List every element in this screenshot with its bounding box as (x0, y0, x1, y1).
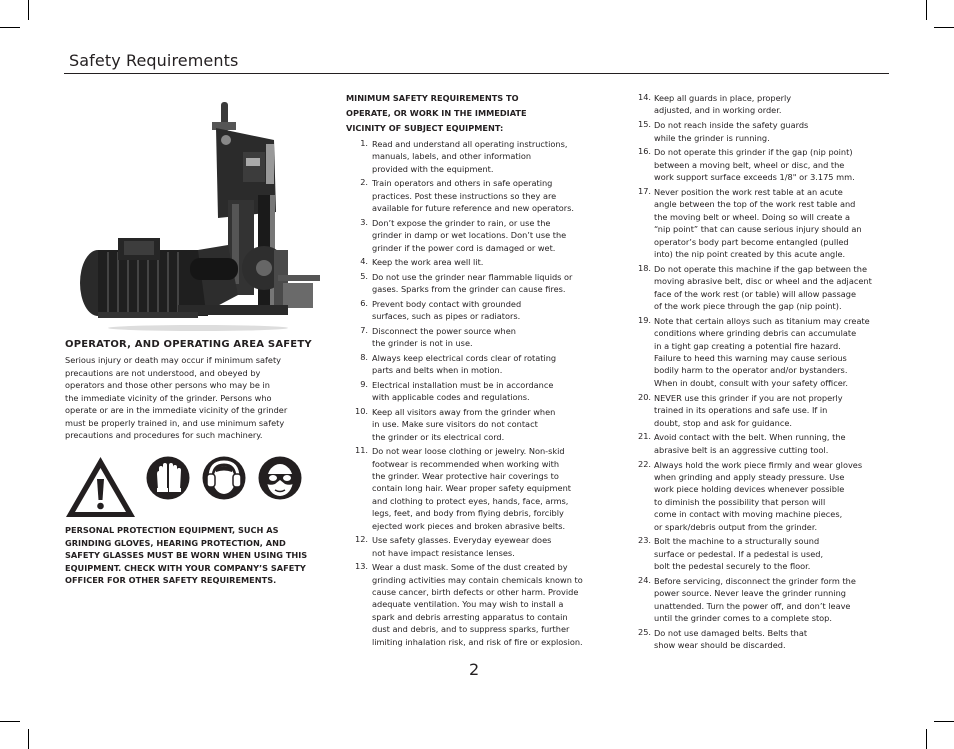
requirement-text: Avoid contact with the belt. When running, the abrasive belt is an aggressive cutting tool. (654, 432, 846, 455)
requirement-number: 8. (360, 351, 368, 362)
requirement-text: Disconnect the power source when the grinder is not in use. (372, 325, 516, 349)
requirement-item (355, 138, 600, 175)
requirement-number: 10. (355, 405, 369, 416)
requirement-text: Keep all visitors away from the grinder when in use. Make sure visitors do not contact the grinder or its electrical cord. (372, 406, 556, 442)
requirement-text: Keep the work area well lit. (372, 257, 484, 268)
requirement-number: 23. (638, 535, 652, 546)
requirement-item (638, 392, 888, 429)
requirement-text: Do not reach inside the safety guards while the grinder is running. (654, 120, 809, 143)
safety-glasses-icon (258, 456, 302, 500)
requirements-list-1 (355, 138, 600, 650)
requirement-item (355, 561, 600, 648)
requirement-number: 17. (638, 186, 652, 197)
requirement-number: 5. (360, 270, 368, 281)
operator-safety-body: Serious injury or death may occur if minimum safety precautions are not understood, and obeyed by operators and those other persons who may be in the immediate vicinity of the grinder. Persons who operate or are in the immediate vicinity of the grinder must be properly trained in, and use minimum safety precautions and procedures for such machinery. (65, 355, 288, 440)
crop-mark (926, 729, 927, 749)
requirement-text: Do not wear loose clothing or jewelry. Non-skid footwear is recommended when working with the grinder. Wear protective hair coverings to contain long hair. Wear proper safety equipment and clothing to protect eyes, hands, face, arms, legs, feet, and body from flying debris, forcibly ejected work pieces and broken abrasive belts. (372, 446, 571, 531)
requirement-item (638, 431, 888, 456)
requirement-text: Do not use the grinder near flammable liquids or gases. Sparks from the grinder can cause fires. (372, 271, 573, 295)
requirement-number: 22. (638, 458, 652, 469)
requirement-item (355, 177, 600, 214)
requirement-number: 16. (638, 146, 652, 157)
requirement-text: Never position the work rest table at an acute angle between the top of the work rest table and the moving belt or wheel. Doing so will create a “nip point” that can cause serious injury should an operator’s body part become entangled (pulled into) the nip point created by this acute angle. (654, 187, 862, 260)
requirement-number: 24. (638, 574, 652, 585)
requirement-text: Electrical installation must be in accordance with applicable codes and regulations. (372, 379, 554, 403)
crop-mark (0, 27, 20, 28)
crop-mark (926, 0, 927, 20)
page-title: Safety Requirements (69, 51, 239, 70)
page-number: 2 (469, 660, 480, 679)
requirement-number: 15. (638, 119, 652, 130)
crop-mark (0, 721, 20, 722)
requirement-text: Always keep electrical cords clear of rotating parts and belts when in motion. (372, 352, 557, 376)
requirement-item (638, 186, 888, 260)
requirement-text: Don’t expose the grinder to rain, or use the grinder in damp or wet locations. Don’t use the grinder if the power cord is damaged or wet. (372, 217, 567, 253)
requirement-item (638, 627, 888, 652)
requirement-item (355, 352, 600, 377)
requirement-item (638, 535, 888, 572)
requirement-number: 1. (360, 138, 368, 148)
operator-safety-heading: OPERATOR, AND OPERATING AREA SAFETY (65, 339, 312, 350)
requirement-text: Read and understand all operating instructions, manuals, labels, and other information provided with the equipment. (372, 139, 568, 174)
requirement-number: 2. (360, 177, 368, 188)
requirement-number: 21. (638, 431, 652, 442)
requirement-number: 9. (360, 378, 368, 389)
title-divider (64, 73, 889, 74)
requirement-item (638, 119, 888, 144)
requirement-number: 7. (360, 324, 368, 335)
requirement-text: Train operators and others in safe operating practices. Post these instructions so they are available for future reference and new operators. (372, 178, 575, 214)
requirements-list-2 (638, 92, 888, 654)
gloves-icon (146, 456, 190, 500)
requirement-item (638, 575, 888, 625)
warning-triangle-icon (64, 455, 137, 519)
requirement-item (355, 379, 600, 404)
requirement-text: Do not operate this machine if the gap between the moving abrasive belt, disc or wheel and the adjacent face of the work rest (or table) will allow passage of the work piece through the gap (nip point). (654, 263, 872, 312)
requirement-item (355, 325, 600, 350)
requirement-item (638, 263, 888, 313)
requirements-heading: MINIMUM SAFETY REQUIREMENTS TO OPERATE, OR WORK IN THE IMMEDIATE VICINITY OF SUBJECT EQUIPMENT: (346, 93, 527, 133)
crop-mark (934, 721, 954, 722)
requirement-number: 3. (360, 216, 368, 227)
belt-grinder-image (78, 100, 323, 332)
requirement-number: 14. (638, 92, 652, 102)
requirement-number: 6. (360, 297, 368, 308)
requirement-text: Bolt the machine to a structurally sound surface or pedestal. If a pedestal is used, bolt the pedestal securely to the floor. (654, 536, 824, 572)
requirement-text: Prevent body contact with grounded surfaces, such as pipes or radiators. (372, 298, 522, 322)
crop-mark (934, 27, 954, 28)
requirement-number: 20. (638, 391, 652, 402)
requirement-item (355, 534, 600, 559)
requirement-item (638, 92, 888, 117)
requirement-number: 19. (638, 314, 652, 325)
requirement-number: 13. (355, 561, 369, 572)
requirement-text: Before servicing, disconnect the grinder form the power source. Never leave the grinder running unattended. Turn the power off, and don’t leave until the grinder comes to a complete stop. (654, 575, 856, 624)
requirement-text: Keep all guards in place, properly adjusted, and in working order. (654, 93, 792, 116)
requirement-item (638, 315, 888, 389)
requirement-text: Do not operate this grinder if the gap (nip point) between a moving belt, wheel or disc, and the work support surface exceeds 1/8" or 3.175 mm. (654, 147, 855, 183)
requirement-text: Use safety glasses. Everyday eyewear does not have impact resistance lenses. (372, 535, 552, 558)
requirement-text: Wear a dust mask. Some of the dust created by grinding activities may contain chemicals known to cause cancer, birth defects or other harm. Provide adequate ventilation. You may wish to install a spark and debris arresting apparatus to contain dust and debris, and to suppress sparks, further limiting inhalation risk, and risk of fire or explosion. (372, 562, 583, 647)
requirement-item (355, 217, 600, 254)
ppe-notice: PERSONAL PROTECTION EQUIPMENT, SUCH AS GRINDING GLOVES, HEARING PROTECTION, AND SAFETY GLASSES MUST BE WORN WHEN USING THIS EQUIPMENT. CHECK WITH YOUR COMPANY’S SAFETY OFFICER FOR OTHER SAFETY REQUIREMENTS. (65, 525, 308, 586)
requirement-item (355, 271, 600, 296)
requirement-item (638, 146, 888, 183)
requirement-item (355, 445, 600, 532)
requirement-text: Note that certain alloys such as titanium may create conditions where grinding debris can accumulate in a tight gap creating a potential fire hazard. Failure to heed this warning may cause serious bodily harm to the operator and/or bystanders. When in doubt, consult with your safety officer. (654, 315, 870, 388)
requirement-number: 18. (638, 262, 652, 273)
requirement-item (355, 256, 600, 268)
crop-mark (28, 0, 29, 20)
crop-mark (28, 729, 29, 749)
requirement-item (355, 298, 600, 323)
hearing-protection-icon (202, 456, 246, 500)
requirement-item (638, 459, 888, 533)
requirement-number: 4. (360, 256, 368, 267)
requirement-number: 25. (638, 626, 652, 637)
requirement-number: 12. (355, 534, 369, 545)
requirement-text: Always hold the work piece firmly and wear gloves when grinding and apply steady pressure. Use work piece holding devices whenever possible to diminish the possibility that person will come in contact with moving machine pieces, or spark/debris output from the grinder. (654, 459, 863, 532)
requirement-text: Do not use damaged belts. Belts that show wear should be discarded. (654, 627, 808, 651)
requirement-number: 11. (355, 445, 369, 456)
requirement-text: NEVER use this grinder if you are not properly trained in its operations and safe use. If in doubt, stop and ask for guidance. (654, 392, 843, 428)
requirement-item (355, 406, 600, 443)
